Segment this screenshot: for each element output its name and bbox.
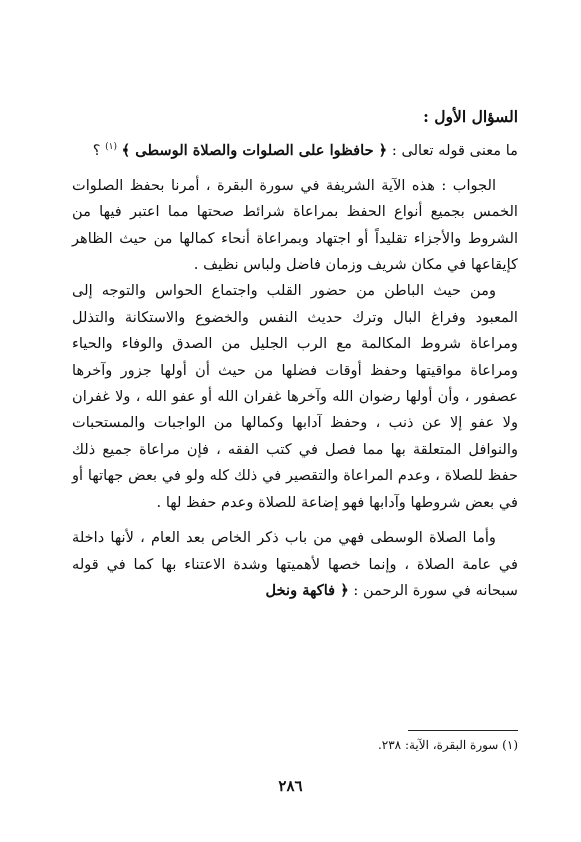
question-mark: ؟	[92, 142, 101, 160]
page-number: ٢٨٦	[278, 777, 303, 795]
quran-verse-rahman: ﴿ فاكهة ونخل	[265, 581, 349, 599]
question-text	[72, 138, 518, 164]
question-heading: السؤال الأول :	[423, 107, 518, 126]
footnote-text: (١) سورة البقرة، الآية: ٢٣٨.	[377, 738, 518, 752]
middle-prayer-text: وأما الصلاة الوسطى فهي من باب ذكر الخاص بعد العام ، لأنها داخلة في عامة الصلاة ، وإنما خصها لأهميتها وشدة الاعتناء بها كما في قوله سبحانه في سورة الرحمن :	[72, 529, 518, 599]
page-body	[72, 104, 518, 604]
quran-verse: ﴿ حافظوا على الصلوات والصلاة الوسطى ﴾	[121, 142, 388, 160]
inner-aspects-paragraph: ومن حيث الباطن من حضور القلب واجتماع الحواس والتوجه إلى المعبود وفراغ البال وترك حديث النفس والخضوع والاستكانة والتذلل ومراعاة شروط المكالمة مع الرب الجليل من الصدق والوفاء والحياء ومراعاة مواقيتها وحفظ أوقات فضلها من حيث أن أولها جزور وآخرها عصفور ، وأن أولها رضوان الله وآخرها غفران الله أو عفو الله ، ولا غفران ولا عفو إلا عن ذنب ، وحفظ آدابها وكمالها من الواجبات والمستحبات والنوافل المتعلقة بها مما فصل في كتب الفقه ، فإن مراعاة جميع ذلك حفظ للصلاة ، وعدم المراعاة والتقصير في ذلك كله ولو في بعض جهاتها أو في بعض شروطها وآدابها فهو إضاعة للصلاة وعدم حفظ لها .	[72, 282, 518, 511]
footnote-area	[72, 730, 518, 754]
middle-prayer-paragraph	[72, 525, 518, 604]
footnote-reference: (١)	[105, 142, 118, 153]
footnote-divider	[408, 730, 518, 731]
answer-paragraph: الجواب : هذه الآية الشريفة في سورة البقرة ، أمرنا بحفظ الصلوات الخمس بجميع أنواع الحفظ بمراعاة شرائط صحتها مما اعتبر فيها من الشروط والأجزاء تقليداً أو اجتهاد وبمراعاة أنحاء كمالها من حيث الظاهر كإيقاعها في مكان شريف وزمان فاضل ولباس نظيف .	[72, 176, 518, 274]
question-prefix: ما معنى قوله تعالى :	[391, 142, 518, 160]
